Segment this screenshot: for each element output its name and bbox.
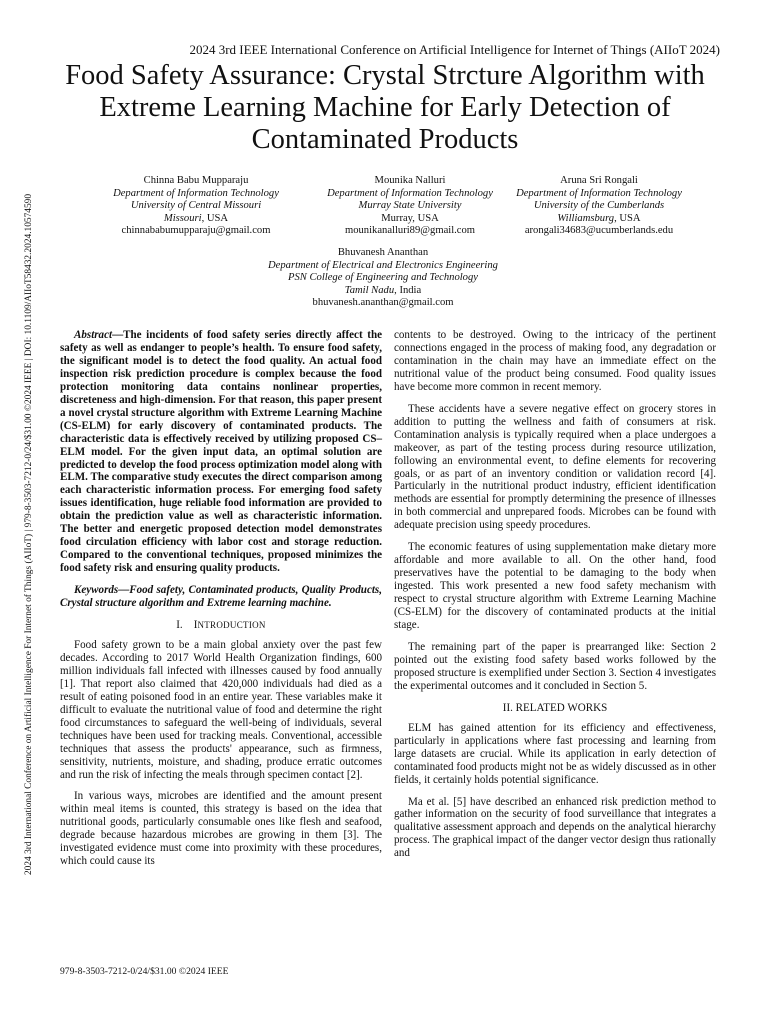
author-location-region: Williamsburg	[557, 212, 615, 224]
section-heading-introduction	[60, 619, 382, 632]
author-location	[76, 213, 316, 226]
author-location	[233, 285, 533, 298]
author-location-region: Tamil Nadu	[344, 284, 395, 296]
author-dept: Department of Information Technology	[516, 187, 682, 199]
author-dept: Department of Information Technology	[113, 187, 279, 199]
keywords	[60, 584, 382, 610]
paragraph: Food safety grown to be a main global anxiety over the past few decades. According to 2017 World Health Organization findings, 600 million individuals fall infected with illnesses caused by food annually [1]. That report also claimed that 420,000 individuals had died as a result of eating poisoned food in an entire year. These variables make it difficult to evaluate the nutritional value of food and determine the right food circumstances to safeguard the well-being of individuals, several techniques have been used for tracking meals. Conventional, accessible techniques that assess the products' appearance, such as firmness, sensitivity, nutrients, moisture, and shading, produce erratic outcomes and run the risk of infecting the meals through specimen contact [2].	[60, 638, 382, 781]
paragraph: The economic features of using supplementation make dietary more affordable and more available to all. On the other hand, food preservatives have the potential to be damaging to the body when ingested. This work presented a new food safety mechanism with respect to crystal structure algorithm with Extreme Learning Machine (CS-ELM) for the discovery of contaminated products at the initial stage.	[394, 541, 716, 632]
author-block	[76, 175, 316, 238]
author-name: Chinna Babu Mupparaju	[143, 175, 249, 186]
left-column	[60, 329, 382, 877]
abstract-label: Abstract	[74, 329, 113, 341]
author-dept: Department of Information Technology	[327, 187, 493, 199]
paragraph: The remaining part of the paper is prearranged like: Section 2 pointed out the existing food safety based works followed by the proposed structure is exemplified under Section 3. Section 4 investigates the experimental outcomes and it concluded in Section 5.	[394, 640, 716, 692]
sidebar-doi-text: 2024 3rd International Conference on Artificial Intelligence For Internet of Things (AIIoT) | 979-8-3503-7212-0/24/$31.00 ©2024 IEEE | DOI: 10.1109/AIIoT58432.2024.10574590	[24, 193, 34, 875]
section-title-first: I	[193, 619, 198, 632]
author-location	[479, 213, 719, 226]
author-org: University of Central Missouri	[130, 200, 262, 212]
author-location-country: , USA	[614, 212, 641, 224]
paper-title: Food Safety Assurance: Crystal Strcture Algorithm with Extreme Learning Machine for Early Detection of Contaminated Products	[65, 60, 705, 155]
author-block	[233, 247, 533, 310]
keywords-label: Keywords—	[74, 584, 130, 597]
author-org: University of the Cumberlands	[533, 200, 665, 212]
author-name: Bhuvanesh Ananthan	[337, 247, 429, 258]
abstract	[60, 329, 382, 575]
author-name: Aruna Sri Rongali	[560, 175, 638, 186]
section-title-rest: NTRODUCTION	[197, 620, 266, 631]
paragraph: In various ways, microbes are identified and the amount present within meal items is counted, this strategy is based on the idea that nutritional goods, particularly consumable ones like flesh and seafood, degrade because hazardous microbes are growing in them [3]. The investigated evidence must come into proximity with these procedures, which could cause its	[60, 790, 382, 868]
section-heading-related-works: II. RELATED WORKS	[502, 701, 608, 714]
paragraph: contents to be destroyed. Owing to the intricacy of the pertinent connections engaged in the process of making food, any degradation or contamination in the chain may have an immediate effect on the nutritional value of the product being consumed. Food quality issues have become more common in recent memory.	[394, 329, 716, 393]
author-block	[479, 175, 719, 238]
author-email: arongali34683@ucumberlands.edu	[524, 225, 674, 237]
author-location-country: , USA	[201, 212, 229, 224]
footer-copyright: 979-8-3503-7212-0/24/$31.00 ©2024 IEEE	[60, 966, 229, 977]
author-location-country: , India	[394, 284, 422, 296]
abstract-dash: —	[112, 329, 124, 341]
author-email: mounikanalluri89@gmail.com	[344, 225, 476, 237]
abstract-text: The incidents of food safety series directly affect the safety as well as endanger to people’s health. To ensure food safety, the significant model is to detect the food quality. An actual food inspection risk prediction procedure is complex because the food protection monitoring data contains nonlinear properties, discreteness and high-dimension. For that reason, this paper present a novel crystal structure algorithm with Extreme Learning Machine (CS-ELM) for early discovery of contaminated products. The characteristic data is effectively received by utilizing proposed CS–ELM model. For the given input data, an optimal solution are predicted to develop the food process optimization model along with ELM. The comparative study executes the direct comparison among each characteristic information process. For emerging food safety issues identification, huge reliable food information are provided to obtain the prediction value as well as characteristic information. The better and energetic proposed detection model demonstrates food circulation efficiency with labor cost and storage reduction. Compared to the conventional techniques, proposed minimizes the food safety risk and ensuring quality products.	[60, 329, 382, 575]
author-dept: Department of Electrical and Electronics Engineering	[268, 259, 498, 271]
paragraph: ELM has gained attention for its efficiency and effectiveness, particularly in applications where fast processing and learning from large datasets are crucial. While its application in early detection of contaminated food products might not be as widely discussed as in other fields, it certainly holds potential significance.	[394, 721, 716, 786]
author-location-region: Missouri	[163, 212, 202, 224]
author-email: chinnababumupparaju@gmail.com	[121, 225, 271, 237]
paragraph: Ma et al. [5] have described an enhanced risk prediction method to gather information on the security of food surveillance that integrates a qualitative assessment approach and depends on the analytical hierarchy process. The graphical impact of the danger vector design thus rationally and	[394, 795, 716, 860]
paragraph: These accidents have a severe negative effect on grocery stores in addition to putting the wellness and faith of consumers at risk. Contamination analysis is typically required when a place undergoes a makeover, as part of the testing process during resource utilization, following an environmental event, to define elements for recovering goals, or as part of an inventory condition or validation record [4]. Particularly in the nutritional product industry, efficient identification methods are essential for promptly determining the presence of illnesses in both commercial and unprepared foods. Microbes can be found with adequate precision using speedy procedures.	[394, 402, 716, 532]
conference-header: 2024 3rd IEEE International Conference on Artificial Intelligence for Internet of Things (AIIoT 2024)	[189, 42, 720, 57]
author-location: Murray, USA	[381, 212, 439, 224]
section-number: I.	[176, 619, 183, 632]
author-email: bhuvanesh.ananthan@gmail.com	[312, 297, 454, 309]
sidebar-doi	[12, 155, 34, 875]
author-org: PSN College of Engineering and Technology	[288, 272, 478, 284]
author-name: Mounika Nalluri	[374, 175, 446, 186]
author-org: Murray State University	[358, 200, 462, 212]
right-column	[394, 329, 716, 869]
keywords-text: Food safety, Contaminated products, Quality Products, Crystal structure algorithm and Extreme learning machine.	[60, 584, 382, 610]
